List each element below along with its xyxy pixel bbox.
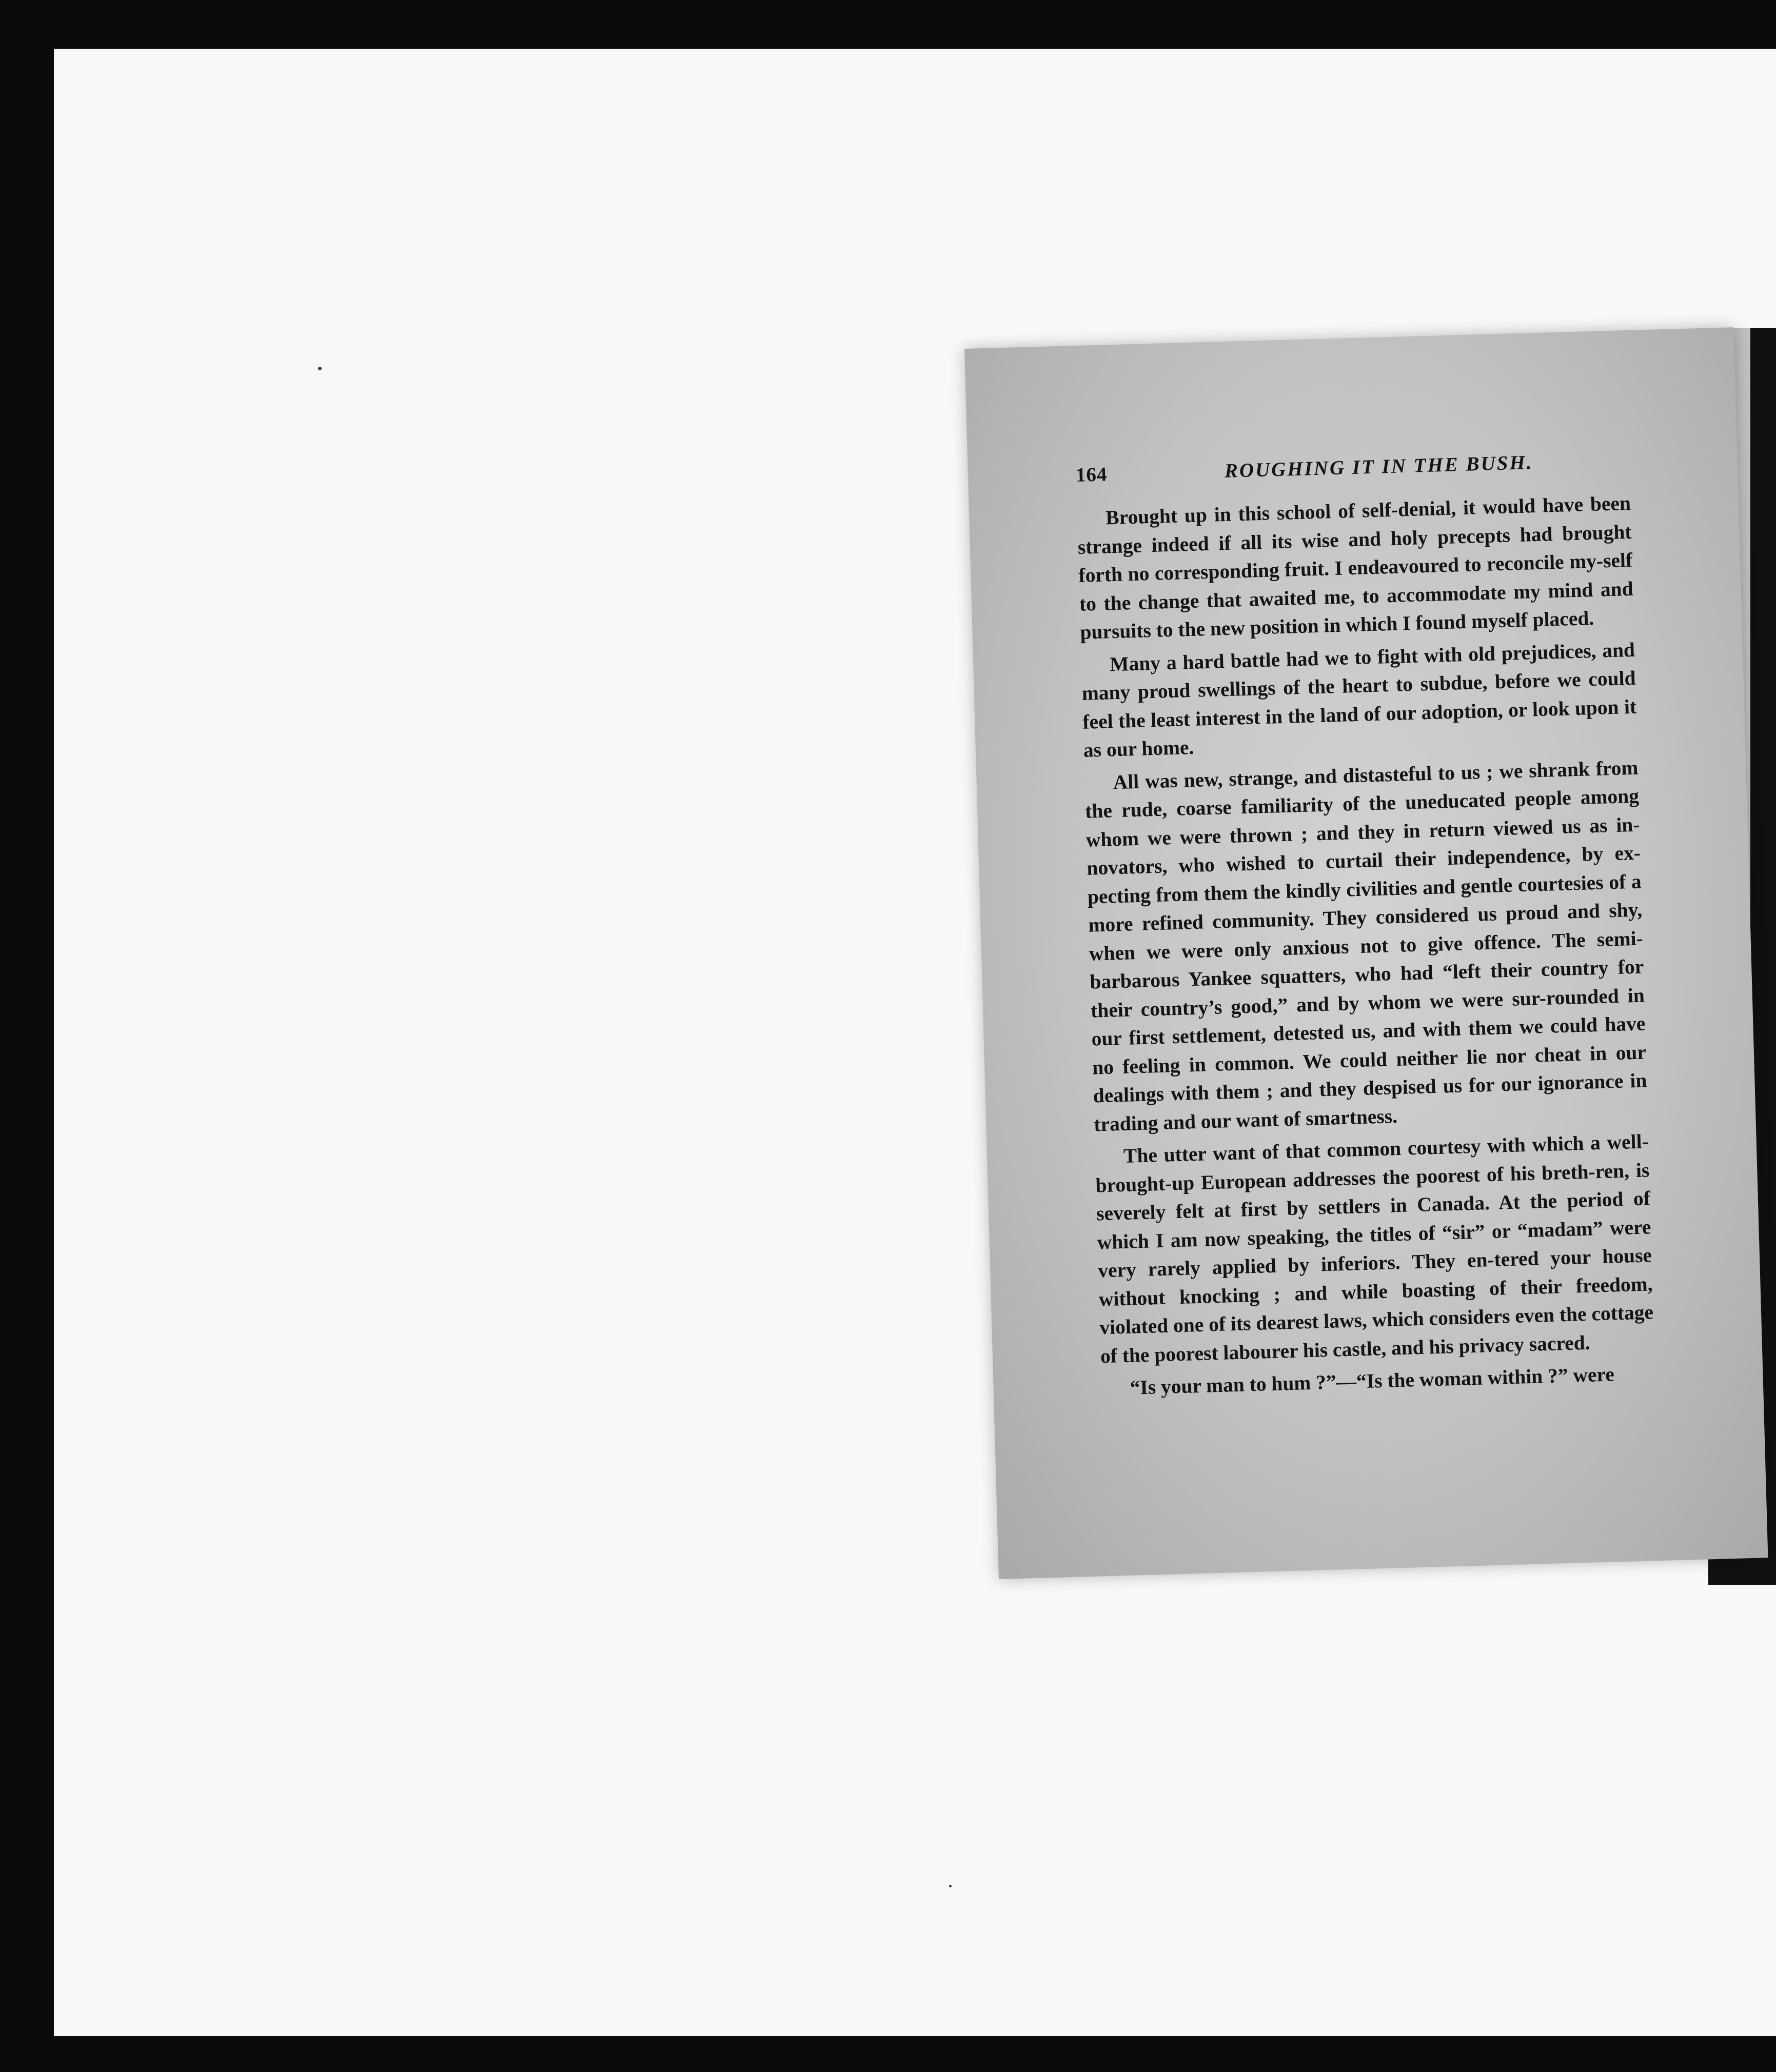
page-number: 164 [1075,463,1108,487]
paragraph: Brought up in this school of self-denial, it would have been strange indeed if all its wise and holy precepts had brought forth no corresponding fruit. I endeavoured to reconcile my-self to the change that awaited me, to accommodate my mind and pursuits to the new position in which I found myself placed. [1077,491,1634,644]
scan-speck [949,1885,952,1887]
paragraph: All was new, strange, and distasteful to us ; we shrank from the rude, coarse familiarity of the uneducated people among whom we were thrown ; and they in return viewed us as in-novators, who wished to curtail their independence, by ex-pecting from them the kindly civilities and gentle courtesies of a more refined community. They considered us proud and shy, when we were only anxious not to give offence. The semi-barbarous Yankee squatters, who had “left their country for their country’s good,” and by whom we were sur-rounded in our first settlement, detested us, and with them we could have no feeling in common. We could neither lie nor cheat in our dealings with them ; and they despised us for our ignorance in trading and our want of smartness. [1084,756,1647,1136]
running-title: ROUGHING IT IN THE BUSH. [1224,451,1534,482]
adjacent-page-shadow [1708,1557,1776,1585]
paragraph: Many a hard battle had we to fight with old prejudices, and many proud swellings of the heart to subdue, before we could feel the least interest in the land of our adoption, or look upon it as our home. [1081,638,1637,762]
running-head [1075,448,1630,494]
scan-frame-bottom [0,2036,1776,2072]
scan-frame-top [0,0,1776,49]
book-page [964,327,1768,1579]
paragraph: “Is your man to hum ?”—“Is the woman within ?” were [1130,1363,1615,1399]
paragraph: The utter want of that common courtesy with which a well-brought-up European addresses the poorest of his breth-ren, is severely felt at first by settlers in Canada. At the period of which I am now speaking, the titles of “sir” or “madam” were very rarely applied by inferiors. They en-tered your house without knocking ; and while boasting of their freedom, violated one of its dearest laws, which considers even the cottage of the poorest labourer his castle, and his privacy sacred. [1095,1130,1654,1367]
body-text [1077,489,1656,1407]
scan-frame-left [0,0,54,2072]
scan-speck [318,367,322,370]
